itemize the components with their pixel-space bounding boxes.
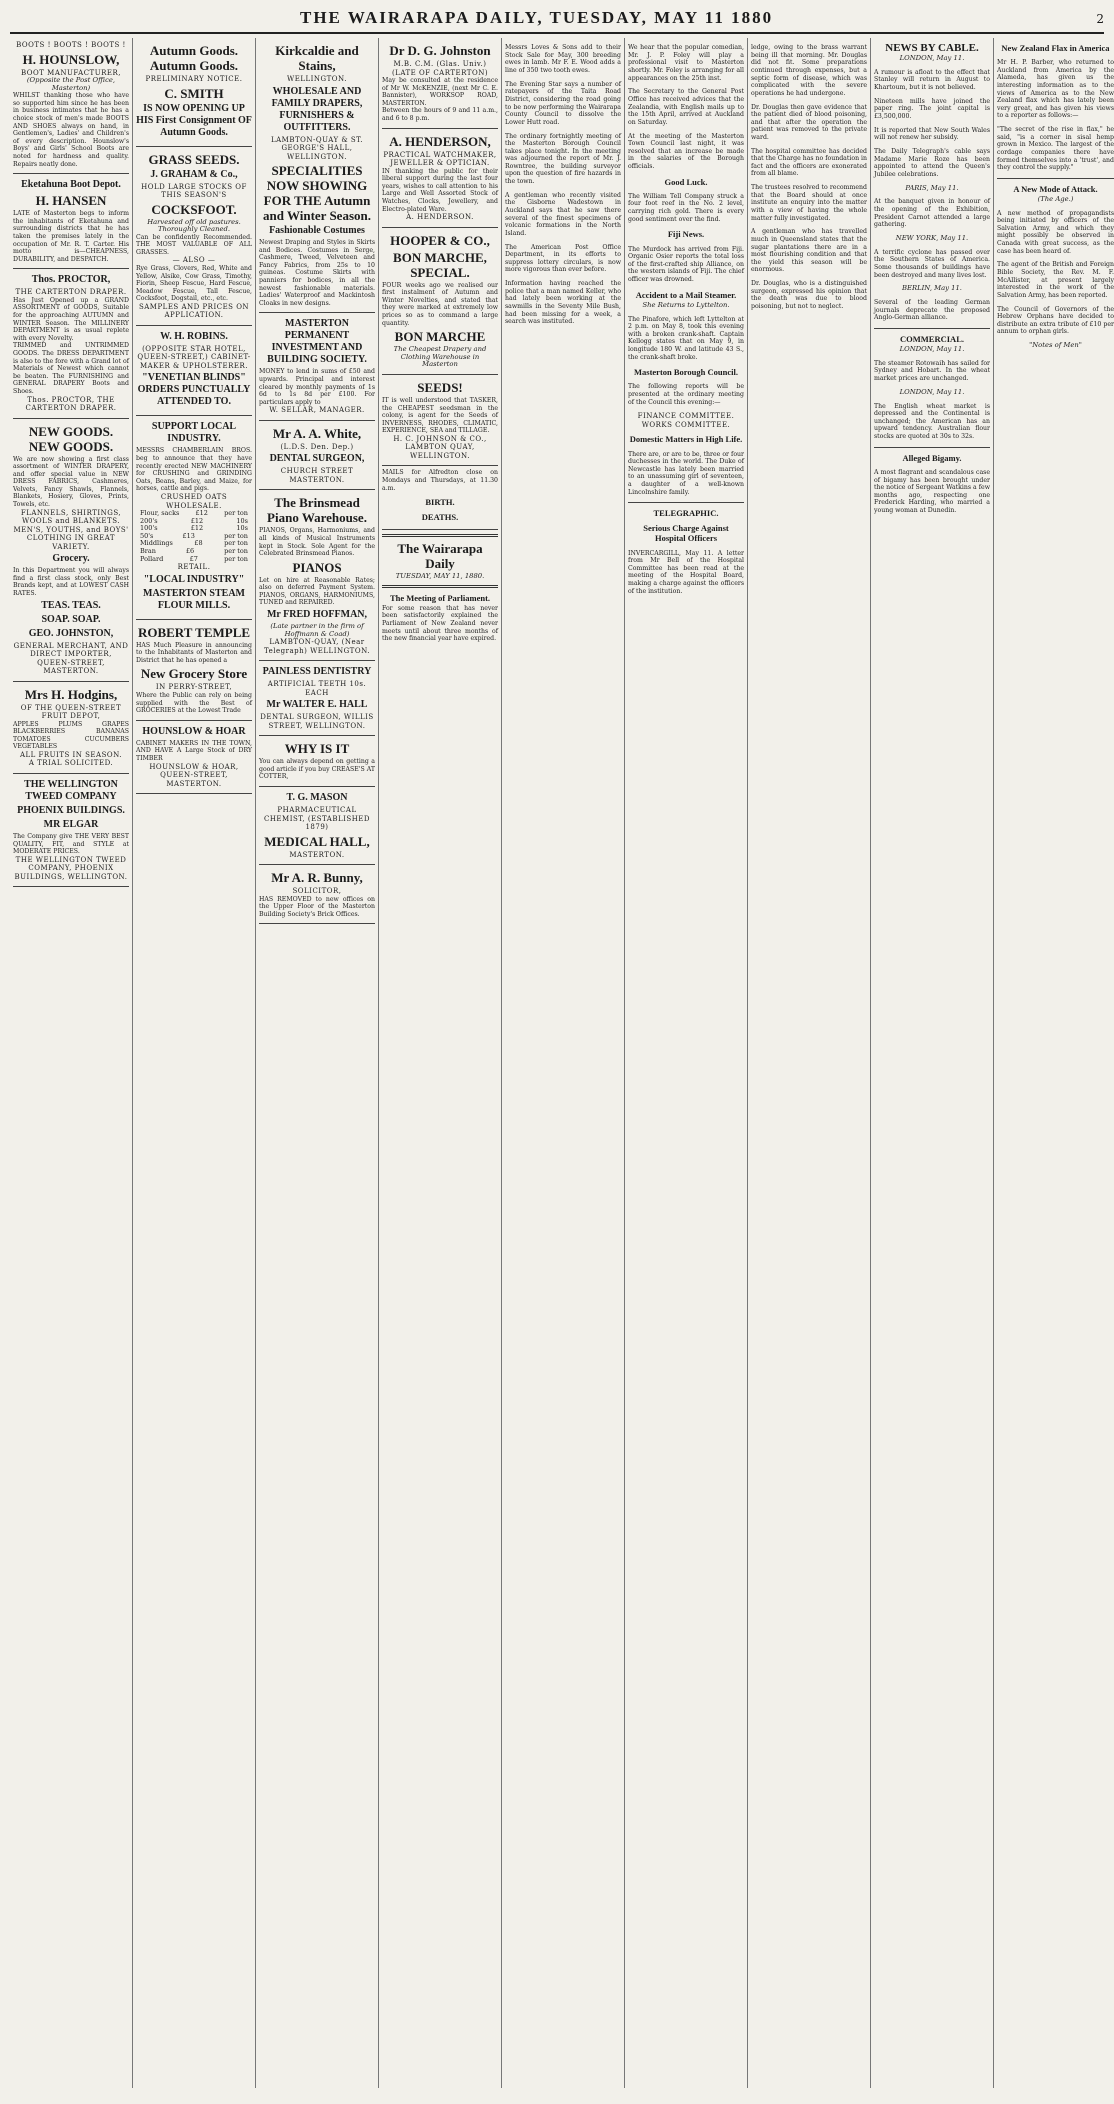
fiji-text: The Murdock has arrived from Fiji. Organic Osier reports the total loss of the first-crafted ship Alliance, on the western islands of Fiji. The chief officer was drowned. (628, 245, 744, 283)
temple-text: HAS Much Pleasure in announcing to the Inhabitants of Masterton and District that he has opened a (136, 641, 252, 664)
prelim-line: PRELIMINARY NOTICE. (145, 75, 243, 83)
hounslow-text: WHILST thanking those who have so supported him since he has been in business intimates that he has a choice stock of men's made BOOTS AND SHOES always on hand, in Gentlemen's, Ladies' and Children's of every description. Hounslow's Boys' and Girls' School Boots are noted for hardness and quality. Repairs neatly done. (13, 92, 129, 168)
medical-hall: MEDICAL HALL, (264, 833, 370, 849)
serious-text: INVERCARGILL, May 11. A letter from Mr Bell of the Hospital Committee has been read at the meeting of the Hospital Board, making a charge against the officers of the institution. (628, 549, 744, 595)
flannels-line: FLANNELS, SHIRTINGS, WOOLS and BLANKETS. (20, 508, 122, 526)
borough-text: The following reports will be presented at the ordinary meeting of the Council this evening:— (628, 383, 744, 406)
autumn-title: Autumn Goods. Autumn Goods. (149, 43, 239, 73)
brinsmead-text: PIANOS, Organs, Harmoniums, and all kinds of Musical Instruments kept in Stock. Sole Agent for the Celebrated Brinsmead Pianos. (259, 527, 375, 558)
tweed-title: THE WELLINGTON TWEED COMPANY (24, 778, 118, 802)
price-unit: per ton (224, 539, 248, 548)
elgar-name: MR ELGAR (43, 818, 99, 830)
cable-paragraph: Nineteen mills have joined the paper ring. The joint capital is £3,500,000. (874, 97, 990, 120)
samples-line: SAMPLES AND PRICES ON APPLICATION. (138, 302, 250, 320)
hc-johnson: H. C. JOHNSON & CO., (393, 434, 487, 443)
column-6 (625, 38, 748, 2088)
boots-banner: BOOTS ! BOOTS ! BOOTS ! (16, 41, 126, 49)
mason-ad (259, 787, 375, 865)
notes-heading: "Notes of Men" (1029, 341, 1082, 350)
henderson-name: A. HENDERSON, (389, 133, 491, 149)
hall-sub: DENTAL SURGEON, WILLIS STREET, WELLINGTON. (260, 713, 374, 730)
price-unit: per ton (224, 546, 248, 555)
price-price: £12 (190, 524, 204, 533)
borough-heading: Masterton Borough Council. (634, 367, 738, 378)
hodgins-season: ALL FRUITS IN SEASON. (19, 750, 123, 759)
bigamy-text: A most flagrant and scandalous case of bigamy has been brought under the notice of Sergeant Watkins a few months ago, respecting one Frederick Harding, who married a young woman at Dunedin. (874, 468, 990, 514)
graham-sub: HOLD LARGE STOCKS OF THIS SEASON'S (141, 182, 247, 199)
births-heading: BIRTH. (425, 497, 455, 508)
bon-marche-title: BON MARCHE (394, 329, 486, 345)
commercial-text: The steamer Rotowaih has sailed for Sydney and Hobart. In the wheat market prices are unchanged. (874, 359, 990, 383)
hooper-text: FOUR weeks ago we realised our first instalment of Autumn and Winter Novelties, and stated that they were marked at extremely low prices so as to command a large quantity. (382, 281, 498, 327)
commercial-heading: COMMERCIAL. (900, 334, 964, 345)
good-luck-heading: Good Luck. (664, 176, 708, 187)
price-price: £6 (185, 546, 195, 555)
price-price: £8 (194, 539, 203, 548)
perry-text: Where the Public can rely on being supplied with the Best of GROCERIES at the Lowest Trade (136, 691, 252, 715)
elgar-text: The Company give THE VERY BEST QUALITY, FIT, and STYLE at MODERATE PRICES. (13, 832, 129, 856)
cable-paragraph: A rumour is afloat to the effect that Stanley will return in August to Khartoum, but it is not believed. (874, 68, 990, 91)
cabinet-makers: CABINET MAKERS IN THE TOWN, AND HAVE A Large Stock of DRY TIMBER (136, 739, 252, 762)
soap-title: SOAP. SOAP. (41, 613, 101, 625)
venetian-line: "VENETIAN BLINDS" ORDERS PUNCTUALLY ATTENDED TO. (137, 372, 251, 408)
kirkcaldie-trade: WHOLESALE AND FAMILY DRAPERS, FURNISHERS & OUTFITTERS. (271, 85, 363, 133)
bunny-text: HAS REMOVED to new offices on the Upper Floor of the Masterton Building Society's Brick Offices. (259, 895, 375, 918)
paragraph: A gentleman who recently visited the Gisborne Wadestown in Auckland says that he saw there several of the finest specimens of volcanic formations in the North Island. (505, 191, 621, 237)
csmith-name: C. SMITH (164, 85, 224, 101)
graham-ad (136, 147, 252, 326)
meeting-heading: The Meeting of Parliament. (389, 592, 491, 603)
crease-ad (259, 736, 375, 787)
chamberlain-ad (136, 416, 252, 619)
trial-line: A TRIAL SOLICITED. (28, 759, 114, 768)
henderson-sub: PRACTICAL WATCHMAKER, JEWELLER & OPTICIAN. (383, 150, 497, 168)
price-unit: per ton (224, 509, 248, 517)
commercial-dateline: LONDON, May 11. (899, 345, 965, 354)
hodgins-ad (13, 682, 129, 774)
price-item: 50's (140, 531, 154, 540)
divider (997, 178, 1114, 179)
hooper-name: HOOPER & CO., (390, 232, 490, 248)
price-row (136, 556, 252, 564)
good-luck-text: The William Tell Company struck a four foot reef in the No. 2 level, carrying rich gold. There is every good sentiment over the find. (628, 192, 744, 223)
paragraph: At the meeting of the Masterton Town Council last night, it was resolved that an increase be made in the salaries of the Borough officials. (628, 132, 744, 170)
fashion-text: Newest Draping and Styles in Skirts and Bodices. Costumes in Serge, Cashmere, Tweed, Velveteen and Fancy Fabrics, from 25s to 10 guineas. Costume Skirts with panniers for bodices, in all the newest fashionable materials. Ladies' Waterproof and Mackintosh Cloaks in new designs. (259, 239, 375, 307)
divider (874, 447, 990, 448)
price-price: £12 (190, 516, 204, 525)
wool-text: The English wheat market is depressed and the Continental is unchanged; the American has an upward tendency. Australian flour stocks are quoted at 30s to 32s. (874, 402, 990, 440)
mails-text: MAILS for Alfredton close on Mondays and Thursdays, at 11.30 a.m. (382, 469, 498, 492)
bible-text: The agent of the British and Foreign Bible Society, the Rev. M. F. McAllister, at present largely interested in the work of the Salvation Army, has been reported. (997, 261, 1114, 299)
column-8 (871, 38, 994, 2088)
hounslow-loc: (Opposite the Post Office, Masterton) (26, 76, 116, 92)
csmith-ad (136, 38, 252, 147)
mason-sub: PHARMACEUTICAL CHEMIST, (ESTABLISHED 1879) (263, 806, 371, 832)
johnston-late: (LATE OF CARTERTON) (391, 68, 489, 77)
divider (382, 534, 498, 537)
kirkcaldie-special: SPECIALITIES NOW SHOWING FOR THE Autumn and Winter Season. (262, 163, 371, 223)
paragraph: The ordinary fortnightly meeting of the Masterton Borough Council takes place tonight. In the meeting was adjourned the report of Mr. J. Rowntree, the building surveyor upon the question of fire hazards in the town. (505, 132, 621, 186)
johnston-text: May be consulted at the residence of Mr W. McKENZIE, (next Mr C. E. Bannister), WORKSOP ROAD, MASTERTON. (382, 77, 498, 107)
page-number: 2 (1096, 12, 1104, 26)
paragraph: Dr. Douglas then gave evidence that the patient died of blood poisoning, and that after the operation the patient was removed to the private ward. (751, 103, 867, 141)
berlin-dateline: BERLIN, May 11. (902, 284, 962, 293)
henderson-ad (382, 129, 498, 228)
paragraph: ledge, owing to the brass warrant being ill that morning. Mr. Douglas did not fit. Some preparations continued through expenses, but a septic form of disease, which was complicated with the severe operations he had undergone. (751, 44, 867, 97)
bon-marche-special: BON MARCHE, SPECIAL. (393, 249, 487, 280)
cable-heading: NEWS BY CABLE. (885, 42, 979, 54)
henderson-sig: A. HENDERSON. (406, 213, 474, 222)
berlin-text: Several of the leading German journals deprecate the proposed Anglo-German alliance. (874, 299, 990, 322)
paragraph: The trustees resolved to recommend that the Board should at once institute an enquiry into the matter with a view of having the whole matter fully investigated. (751, 184, 867, 222)
bunny-ad (259, 865, 375, 924)
column-9 (994, 38, 1114, 2088)
brinsmead-title: The Brinsmead Piano Warehouse. (267, 495, 367, 526)
newyork-text: A terrific cyclone has passed over the Southern States of America. Some thousands of buildings have been destroyed and many lives lost. (874, 248, 990, 279)
grocery-store: New Grocery Store (140, 666, 248, 682)
teas-title: TEAS. TEAS. (41, 599, 101, 611)
csmith-text: IS NOW OPENING UP HIS First Consignment OF Autumn Goods. (136, 102, 252, 138)
paris-dateline: PARIS, May 11. (905, 183, 959, 192)
paragraph: The Evening Star says a number of ratepayers of the Taita Road District, considering the road going to be now performing the Wairarapa County Council to dissolve the Lower Hutt road. (505, 80, 621, 126)
paragraph: Messrs Loves & Sons add to their Stock Sale for May, 300 breeding ewes in lamb. Mr F. E. Wood adds a line of 350 two tooth ewes. (505, 44, 621, 74)
bunny-name: Mr A. R. Bunny, (271, 870, 363, 886)
hoffman-sub: (Late partner in the firm of Hoffmann & Coad) (270, 622, 364, 638)
paragraph: The American Post Office Department, in its efforts to suppress lottery circulars, is now more vigorous than ever before. (505, 243, 621, 274)
newgoods-text: We are now showing a first class assortment of WINTER DRAPERY, and offer special value in NEW DRESS FABRICS, Cashmeres, Velvets, Fancy Shawls, Flannels, Blankets, Hosiery, Gloves, Prints, Towels, etc. (13, 455, 129, 509)
johnston-dr-name: Dr D. G. Johnston (389, 43, 491, 58)
paragraph: The hospital committee has decided that the Charge has no foundation in fact and the officers are exonerated from all blame. (751, 147, 867, 178)
perry-line: IN PERRY-STREET, (155, 683, 233, 692)
bunny-sub: SOLICITOR, (292, 887, 342, 896)
attack-text: A new method of propagandists being initiated by officers of the Salvation Army, and which they might possibly be observed in Canada with great success, as the case has been heard of. (997, 209, 1114, 255)
price-unit: per ton (224, 554, 248, 563)
building-society-ad (259, 313, 375, 420)
fashion-title: Fashionable Costumes (269, 225, 365, 236)
bldg-sig: W. SELLAR, MANAGER. (269, 406, 365, 415)
white-trade: DENTAL SURGEON, (269, 453, 365, 465)
johnston-dr-ad (382, 38, 498, 129)
domestic-heading: Domestic Matters in High Life. (629, 434, 743, 445)
hc-addr: LAMBTON QUAY, WELLINGTON. (405, 443, 475, 460)
pianos-title: PIANOS (292, 559, 342, 575)
white-ad (259, 421, 375, 491)
paragraph: Information having reached the police that a man named Keller, who had lately been working at the sawmills in the Seventy Mile Bush, had been missing for a week, a search was instituted. (505, 280, 621, 326)
proctor-sig: Thos. PROCTOR, THE CARTERTON DRAPER. (25, 395, 117, 412)
robins-sub: (OPPOSITE STAR HOTEL, QUEEN-STREET,) CABINET-MAKER & UPHOLSTERER. (137, 344, 251, 370)
newgoods-title: NEW GOODS. NEW GOODS. (28, 423, 114, 454)
hoffman-addr: LAMBTON-QUAY, (Near Telegraph) WELLINGTON. (264, 638, 370, 655)
hounslow-name: H. HOUNSLOW, (22, 51, 120, 67)
paragraph: The Secretary to the General Post Office has received advices that the Zealandia, with English mails up to the 15th April, arrived at Auckland on Saturday. (628, 88, 744, 126)
newyork-dateline: NEW YORK, May 11. (895, 234, 969, 242)
kirkcaldie-ad (259, 38, 375, 313)
cable-paragraph: It is reported that New South Wales will not renew her subsidy. (874, 126, 990, 142)
works-heading: WORKS COMMITTEE. (641, 420, 731, 429)
temple-name: ROBERT TEMPLE (137, 624, 251, 640)
kirkcaldie-title: Kirkcaldie and Stains, (275, 43, 359, 73)
price-item: Bran (140, 546, 156, 555)
bldg-text: MONEY to lend in sums of £50 and upwards. Principal and interest cleared by monthly payments of 1s 6d to 1s 8d per £100. For particulars apply to (259, 368, 375, 406)
kirkcaldie-addr: LAMBTON-QUAY & ST. GEORGE'S HALL, WELLINGTON. (270, 135, 364, 161)
chamberlain-text: MESSRS CHAMBERLAIN BROS. beg to announce that they have recently erected NEW MACHINERY for CRUSHING and GRINDING Oats, Beans, Barley, and Maize, for horses, cattle and pigs. (136, 447, 252, 493)
why-text: You can always depend on getting a good article if you buy CREASE'S AT COTTER, (259, 758, 375, 781)
grocery-text: In this Department you will always find a first class stock, only Best Brands kept, and at LOWEST CASH RATES. (13, 567, 129, 597)
proctor-trimmed: TRIMMED and UNTRIMMED GOODS. The DRESS DEPARTMENT is also to the fore with a Grand lot of Materials of Newest which cannot be beaten. The FURNISHING and GENERAL DRAPERY Boots and Shoes. (13, 342, 129, 395)
hansen-name: H. HANSEN (35, 193, 107, 209)
masthead-title: THE WAIRARAPA DAILY, TUESDAY, MAY 11 1880 (300, 8, 774, 27)
price-unit: 10s (236, 524, 248, 533)
also-line: — ALSO — (172, 256, 216, 265)
column-4 (379, 38, 502, 2088)
price-price: £12 (195, 509, 208, 517)
cocksfoot-title: COCKSFOOT. (151, 201, 237, 217)
retail-line: RETAIL. (177, 563, 211, 572)
proctor-text: Has Just Opened up a GRAND ASSORTMENT of GOODS, Suitable for the approaching AUTUMN and WINTER Season. The MILLINERY DEPARTMENT is as usual replete with every Novelty. (13, 296, 129, 342)
bigamy-heading: Alleged Bigamy. (902, 452, 962, 463)
seeds-ad (382, 375, 498, 466)
finance-heading: FINANCE COMMITTEE. (637, 412, 735, 421)
column-1 (10, 38, 133, 2088)
price-price: £7 (189, 554, 198, 563)
cable-dateline: LONDON, May 11. (899, 54, 965, 62)
proctor-name: Thos. PROCTOR, (31, 274, 111, 286)
column-7 (748, 38, 871, 2088)
tweed-ad (13, 774, 129, 887)
hooper-ad (382, 228, 498, 375)
columns (10, 38, 1114, 2088)
price-item: Flour, sacks (140, 509, 180, 517)
local-industry: "LOCAL INDUSTRY" (143, 573, 245, 585)
hoffman-name: Mr FRED HOFFMAN, (266, 609, 368, 621)
white-name: Mr A. A. White, (272, 425, 362, 441)
white-addr: CHURCH STREET MASTERTON. (280, 467, 354, 484)
tweed-footer: THE WELLINGTON TWEED COMPANY, PHOENIX BUILDINGS, WELLINGTON. (14, 855, 128, 881)
fiji-heading: Fiji News. (667, 229, 705, 240)
seeds-text: IT is well understood that TASKER, the CHEAPEST seedsman in the colony, is agent for the Seeds of INVERNESS, RHODES, CLIMATIC, EXPERIENCE, SEA and TILLAGE. (382, 396, 498, 435)
column-2 (133, 38, 256, 2088)
white-sub: (L.D.S. Den. Dep.) (280, 442, 354, 451)
hansen-ad (13, 174, 129, 269)
price-unit: 10s (236, 516, 248, 525)
divider (874, 328, 990, 329)
mason-addr: MASTERTON. (289, 850, 345, 859)
masthead (10, 8, 1104, 34)
phoenix-title: PHOENIX BUILDINGS. (17, 804, 125, 816)
support-title: SUPPORT LOCAL INDUSTRY. (151, 421, 237, 445)
hh-ad (136, 721, 252, 794)
paragraph: We hear that the popular comedian, Mr. J. P. Foley will play a professional visit to Masterton shortly. Mr. Foley is arranging for all appearances on the 25th inst. (628, 44, 744, 82)
brinsmead-ad (259, 490, 375, 661)
price-price: £13 (182, 531, 195, 540)
meeting-text: For some reason that has never been satisfactorily explained the Parliament of New Zealand never meets until about three months of the new financial year have expired. (382, 604, 498, 643)
price-table (136, 510, 252, 563)
accident-text: The Pinafore, which left Lyttelton at 2 p.m. on May 8, took this evening with a broken crank-shaft. Captain Kellogg states that on May 9, in longitude 180 W. and latitude 43 S., the crank-shaft broke. (628, 315, 744, 361)
divider (628, 502, 744, 503)
hall-ad (259, 661, 375, 736)
serious-heading: Serious Charge Against Hospital Officers (643, 523, 729, 544)
wool-dateline: LONDON, May 11. (899, 387, 965, 396)
kirkcaldie-sub: WELLINGTON. (287, 75, 347, 83)
painless-title: PAINLESS DENTISTRY (262, 666, 372, 678)
proctor-sub: THE CARTERTON DRAPER. (15, 288, 127, 297)
column-3 (256, 38, 379, 2088)
sons-text: The Council of Governors of the Hebrew Orphans have decided to distribute an extra tribute of £10 per annum to orphan girls. (997, 305, 1114, 336)
robins-ad (136, 326, 252, 417)
paper-name: The Wairarapa Daily (397, 541, 483, 572)
hounslow-ad (13, 38, 129, 174)
temple-ad (136, 620, 252, 721)
why-title: WHY IS IT (284, 741, 350, 757)
hodgins-fruit: APPLES PLUMS GRAPES BLACKBERRIES BANANAS TOMATOES CUCUMBERS VEGETABLES (13, 720, 129, 751)
newgoods-ad (13, 419, 129, 682)
hh-footer: HOUNSLOW & HOAR, QUEEN-STREET, MASTERTON. (149, 762, 239, 788)
accident-heading: Accident to a Mail Steamer. (635, 289, 737, 300)
deaths-heading: DEATHS. (421, 512, 459, 523)
flax-text: Mr H. P. Barber, who returned to Auckland from America by the Alameda, has given us the interesting information as to the views of America as to the New Zealand flax which has lately been very great, and has given his views to a reporter as follows:— (997, 59, 1114, 120)
hodgins-name: Mrs H. Hodgins, (24, 686, 118, 702)
mason-name: T. G. MASON (286, 792, 348, 804)
divider (382, 585, 498, 588)
clothing-line: MEN'S, YOUTHS, and BOYS' CLOTHING IN GREAT VARIETY. (13, 525, 129, 551)
henderson-text: IN thanking the public for their liberal support during the last four years, wishes to call attention to his Large and Well Assorted Stock of Watches, Clocks, Jewellery, and Electro-plated Ware. (382, 167, 498, 213)
paragraph: A gentleman who has travelled much in Queensland states that the sugar plantations there are in a most flourishing condition and that the yield this season will be enormous. (751, 228, 867, 274)
hall-name: Mr WALTER E. HALL (266, 699, 368, 711)
johnston-hours: Between the hours of 9 and 11 a.m., and 6 to 8 p.m. (382, 107, 498, 122)
bon-marche-sub: The Cheapest Drapery and Clothing Warehouse in Masterton (393, 345, 487, 369)
proctor-ad (13, 269, 129, 418)
hounslow-sub: BOOT MANUFACTURER, (21, 68, 121, 77)
paris-text: At the banquet given in honour of the opening of the Exhibition, President Carnot attended a large gathering. (874, 198, 990, 229)
crushed-line: CRUSHED OATS (160, 493, 228, 501)
masterton-mills: MASTERTON STEAM FLOUR MILLS. (143, 587, 245, 611)
hodgins-sub: OF THE QUEEN-STREET FRUIT DEPOT, (20, 703, 122, 721)
paper-date: TUESDAY, MAY 11, 1880. (395, 572, 485, 581)
grasses-list: Rye Grass, Clovers, Red, White and Yellow, Alsike, Cow Grass, Timothy, Fiorin, Sheep Fescue, Hard Fescue, Meadow Fescue, Tall Fescue, Cocksfoot, Dogstail, etc., etc. (136, 264, 252, 303)
mails-notice (382, 466, 498, 530)
flax-heading: New Zealand Flax in America (1001, 43, 1110, 53)
price-item: 100's (140, 524, 158, 533)
johnston-name: GEO. JOHNSTON, (28, 627, 114, 639)
bldg-title: MASTERTON PERMANENT INVESTMENT AND BUILDING SOCIETY. (267, 318, 367, 366)
price-item: Middlings (140, 539, 173, 548)
grocery-title: Grocery. (52, 553, 90, 565)
paragraph: Dr. Douglas, who is a distinguished surgeon, expressed his opinion that the death was due to blood poisoning, but not to neglect. (751, 280, 867, 310)
price-unit: per ton (224, 531, 248, 540)
flax-text-b: "The secret of the rise in flax," he said, "is a corner in sisal hemp grown in Mexico. The largest of the cordage companies there have formed themselves into a 'trust', and they control the supply." (997, 126, 1114, 172)
cocksfoot-sub: Harvested off old pastures. Thoroughly Cleaned. (147, 217, 241, 234)
eketahuna-title: Eketahuna Boot Depot. (21, 179, 121, 191)
domestic-text: There are, or are to be, three or four duchesses in the world. The Duke of Newcastle has lately been married to an unassuming girl of seventeen, a daughter of a well-known Lincolnshire family. (628, 450, 744, 496)
cable-paragraph: The Daily Telegraph's cable says Madame Marie Roze has been appointed to attend the Queen's Jubilee celebrations. (874, 148, 990, 178)
hansen-text: LATE of Masterton begs to inform the inhabitants of Eketahuna and surrounding districts that he has taken the premises lately in the occupation of Mr. R. T. Carter. His motto is—CHEAPNESS, DURABILITY, and DESPATCH. (13, 210, 129, 263)
johnston-sub: GENERAL MERCHANT, AND DIRECT IMPORTER, QUEEN-STREET, MASTERTON. (13, 641, 129, 676)
price-item: Pollard (140, 554, 164, 563)
tuned-text: Let on hire at Reasonable Rates; also on deferred Payment System. PIANOS, ORGANS, HARMONIUMS, TUNED and REPAIRED. (259, 576, 375, 607)
column-5 (502, 38, 625, 2088)
price-item: 200's (140, 516, 158, 525)
robins-name: W. H. ROBINS. (160, 330, 228, 342)
graham-name: J. GRAHAM & Co., (150, 168, 238, 180)
accident-sub: She Returns to Lyttelton. (642, 300, 730, 309)
artificial-line: ARTIFICIAL TEETH 10s. EACH (267, 680, 367, 697)
grass-title: GRASS SEEDS. (148, 151, 240, 167)
seeds-title: SEEDS! (417, 379, 463, 395)
telegraphic-heading: TELEGRAPHIC. (653, 508, 719, 519)
johnston-deg: M.B. C.M. (Glas. Univ.) (393, 60, 487, 68)
attack-heading: A New Mode of Attack. (1013, 183, 1098, 194)
hh-title: HOUNSLOW & HOAR (142, 725, 246, 737)
wholesale-line: WHOLESALE. (166, 501, 222, 510)
graham-text: Can be confidently Recommended. THE MOST VALUABLE OF ALL GRASSES. (136, 233, 252, 256)
attack-sub: (The Age.) (1037, 194, 1074, 203)
